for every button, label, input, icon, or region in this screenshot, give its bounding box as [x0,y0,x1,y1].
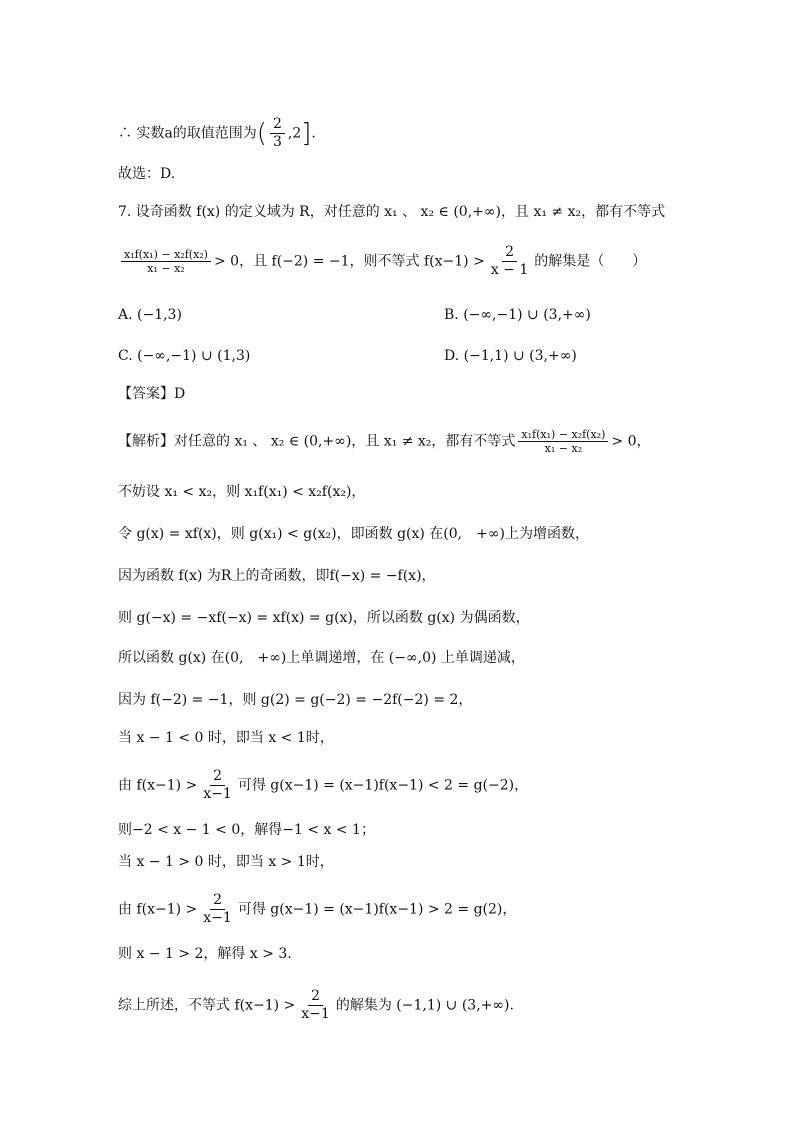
frac-num: 2 [308,988,323,1006]
step-8 [118,768,528,803]
frac-num: x₁f(x₁) − x₂f(x₂) [121,248,211,262]
right-bracket: ] [301,118,312,149]
step-4: 则 g(−x) = −xf(−x) = xf(x) = g(x)，所以函数 g(x) 为偶函数， [118,610,530,626]
option-d: D. (−1,1) ∪ (3,+∞) [444,348,577,364]
step-13 [118,988,514,1023]
step-8-fraction [200,768,235,803]
frac-den: x − 1 [490,262,529,278]
step-5: 所以函数 g(x) 在(0, +∞)上单调递增，在 (−∞,0) 上单调递减， [118,650,525,666]
choose-answer-prev: 故选：D. [118,166,176,182]
step-11-pre: 由 f(x−1) > [118,901,198,918]
option-a: A. (−1,3) [118,307,182,323]
answer-line: 【答案】D [118,386,186,402]
fraction-two-thirds [270,116,285,151]
frac-den: 3 [272,134,282,150]
frac-num: 2 [210,892,225,910]
frac-num: 2 [210,768,225,786]
frac-den: x₁ − x₂ [147,262,185,275]
q7-condition-fraction [121,248,211,275]
q7-inequality-fraction [488,244,531,279]
q7-condition-text: > 0，且 f(−2) = −1，则不等式 f(x−1) > [213,253,485,270]
step-8-pre: 由 f(x−1) > [118,777,198,794]
frac-den: x−1 [203,786,232,802]
range-conclusion: ∴ 实数a的取值范围为( $\frac{2}{3}$ ,2]. [118,116,316,150]
analysis-intro-end: > 0， [611,433,651,450]
frac-num: x₁f(x₁) − x₂f(x₂) [518,428,608,442]
step-11 [118,892,516,927]
step-2: 令 g(x) = xf(x)，则 g(x₁) < g(x₂)，即函数 g(x) 在(0, +∞)上为增函数， [118,526,589,542]
step-13-fraction [298,988,333,1023]
step-1: 不妨设 x₁ < x₂，则 x₁f(x₁) < x₂f(x₂)， [118,484,366,500]
step-13-pre: 综上所述，不等式 f(x−1) > [118,997,296,1014]
analysis-fraction [518,428,608,455]
analysis-intro [118,428,650,455]
q7-question-end: 的解集是（ ） [534,253,647,270]
step-12: 则 x − 1 > 2，解得 x > 3. [118,946,292,962]
left-paren: ( [256,118,267,149]
range-upper: ,2 [287,125,302,142]
frac-den: x₁ − x₂ [544,442,583,455]
step-9: 则−2 < x − 1 < 0，解得−1 < x < 1； [118,822,375,838]
step-13-post: 的解集为 (−1,1) ∪ (3,+∞). [335,997,514,1014]
frac-num: 2 [502,244,517,262]
frac-den: x−1 [301,1006,330,1022]
analysis-intro-text: 【解析】对任意的 x₁ 、 x₂ ∈ (0,+∞)，且 x₁ ≠ x₂，都有不等式 [118,433,516,450]
frac-num: 2 [270,116,285,134]
range-text: ∴ 实数a的取值范围为 [118,125,257,142]
step-7: 当 x − 1 < 0 时，即当 x < 1时， [118,730,334,746]
question-7-line1: 7. 设奇函数 f(x) 的定义域为 R，对任意的 x₁ 、 x₂ ∈ (0,+∞)，且 x₁ ≠ x₂，都有不等式 [118,204,666,220]
question-7-line2 [118,244,646,279]
step-6: 因为 f(−2) = −1，则 g(2) = g(−2) = −2f(−2) = 2， [118,692,473,708]
option-b: B. (−∞,−1) ∪ (3,+∞) [444,307,591,323]
step-11-fraction [200,892,235,927]
option-c: C. (−∞,−1) ∪ (1,3) [118,348,251,364]
step-3: 因为函数 f(x) 为R上的奇函数，即f(−x) = −f(x)， [118,568,436,584]
step-10: 当 x − 1 > 0 时，即当 x > 1时， [118,854,334,870]
step-8-post: 可得 g(x−1) = (x−1)f(x−1) < 2 = g(−2)， [237,777,529,794]
frac-den: x−1 [203,910,232,926]
step-11-post: 可得 g(x−1) = (x−1)f(x−1) > 2 = g(2)， [237,901,517,918]
